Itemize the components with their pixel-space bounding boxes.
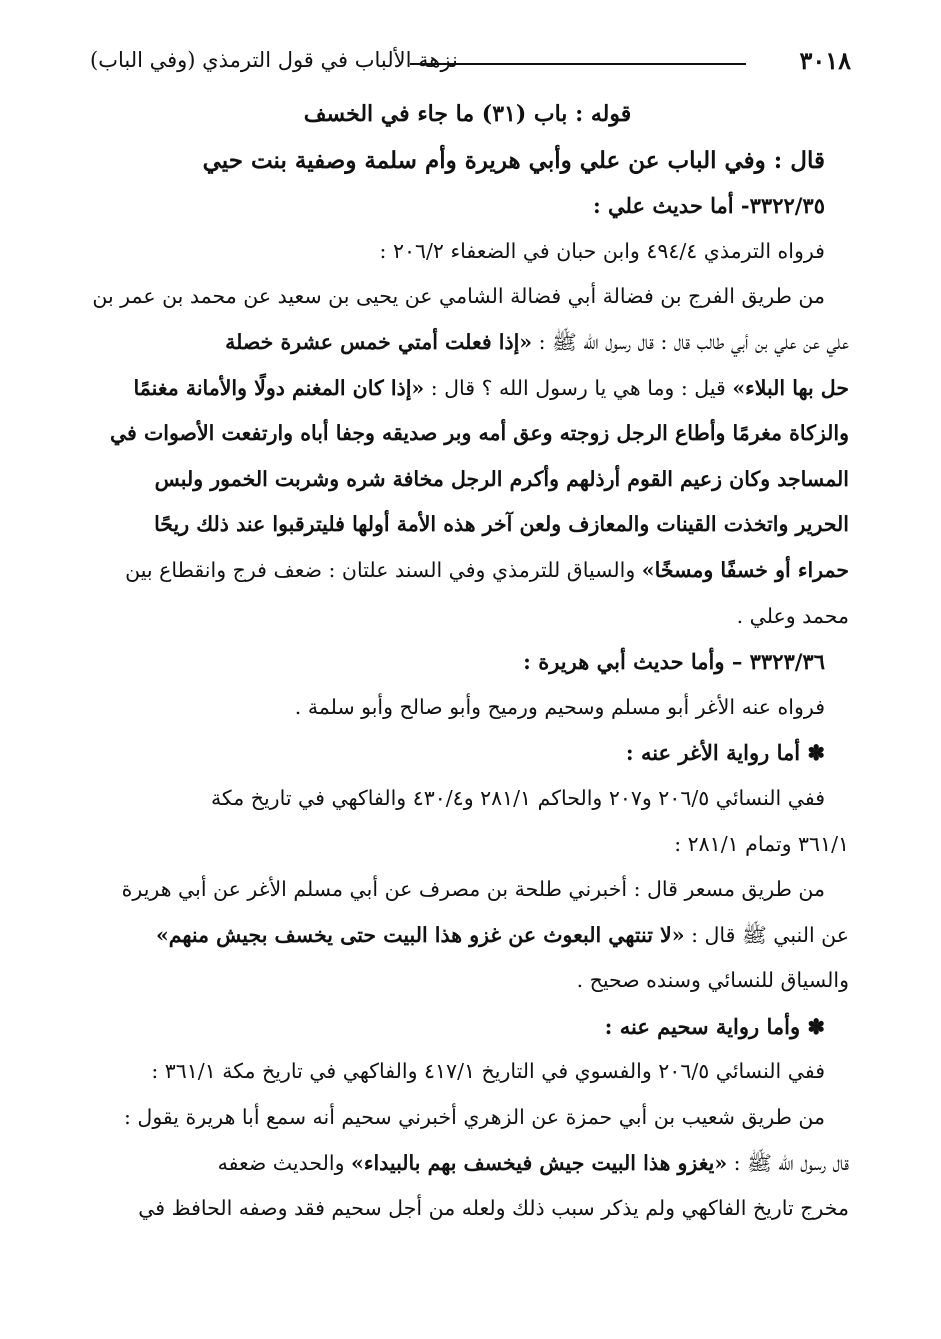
hadith-quote: «إذا فعلت أمتي خمس عشرة خصلة	[225, 329, 533, 354]
paragraph-line	[86, 548, 849, 594]
hadith-1-title: ٣٣٢٢/٣٥- أما حديث علي :	[592, 193, 825, 219]
paragraph-line: والسياق للنسائي وسنده صحيح .	[576, 968, 849, 993]
chapter-heading: قوله : باب (٣١) ما جاء في الخسف	[303, 101, 632, 127]
paragraph-line	[86, 1141, 849, 1187]
subsection-title: ✽ أما رواية الأغر عنه :	[625, 740, 825, 766]
hadith-quote: «يغزو هذا البيت جيش فيخسف بهم بالبيداء»	[351, 1150, 728, 1175]
text-run: والسياق للترمذي وفي السند علتان : ضعف فرج وانقطاع بين	[125, 557, 642, 582]
text-run: قيل : وما هي يا رسول الله ؟ قال :	[424, 375, 733, 400]
paragraph-line: من طريق مسعر قال : أخبرني طلحة بن مصرف عن أبي مسلم الأغر عن أبي هريرة	[121, 877, 825, 902]
hadith-quote: «لا تنتهي البعوث عن غزو هذا البيت حتى يخسف بجيش منهم»	[155, 922, 685, 947]
qala-line: قال : وفي الباب عن علي وأبي هريرة وأم سلمة وصفية بنت حيي	[202, 146, 825, 174]
paragraph-line	[86, 366, 849, 412]
running-title: نزهة الألباب في قول الترمذي (وفي الباب)	[90, 48, 458, 72]
paragraph-line: مخرج تاريخ الفاكهي ولم يذكر سبب ذلك ولعله من أجل سحيم فقد وصفه الحافظ في	[138, 1196, 849, 1221]
hadith-quote: حمراء أو خسفًا ومسخًا»	[641, 557, 849, 582]
text-run: والحديث ضعفه	[217, 1150, 351, 1175]
hadith-quote: «إذا كان المغنم دولًا والأمانة مغنمًا	[133, 375, 425, 400]
paragraph-line	[86, 913, 849, 959]
header-rule	[410, 63, 746, 65]
hadith-1-source: فرواه الترمذي ٤٩٤/٤ وابن حبان في الضعفاء ٢٠٦/٢ :	[379, 238, 825, 263]
paragraph-line: محمد وعلي .	[736, 603, 849, 628]
paragraph-line: من طريق شعيب بن أبي حمزة عن الزهري أخبرني سحيم أنه سمع أبا هريرة يقول :	[124, 1105, 825, 1130]
paragraph-line: ٣٦١/١ وتمام ٢٨١/١ :	[674, 831, 849, 856]
page-number: ٣٠١٨	[799, 46, 851, 75]
paragraph-line: المساجد وكان زعيم القوم أرذلهم وأكرم الرجل مخافة شره وشربت الخمور ولبس	[154, 466, 849, 491]
text-run: علي عن علي بن أبي طالب قال : قال رسول الله ﷺ :	[532, 329, 849, 354]
page-header	[80, 44, 851, 84]
paragraph-line	[86, 320, 849, 366]
paragraph-line: ففي النسائي ٢٠٦/٥ والفسوي في التاريخ ٤١٧/١ والفاكهي في تاريخ مكة ٣٦١/١ :	[151, 1059, 825, 1084]
paragraph-line: من طريق الفرج بن فضالة أبي فضالة الشامي عن يحيى بن سعيد عن محمد بن عمر بن	[92, 284, 825, 309]
hadith-2-source: فرواه عنه الأغر أبو مسلم وسحيم ورميح وأبو صالح وأبو سلمة .	[294, 694, 825, 719]
text-run: عن النبي ﷺ قال :	[684, 922, 849, 947]
paragraph-line: ففي النسائي ٢٠٦/٥ و٢٠٧ والحاكم ٢٨١/١ و٤٣٠/٤ والفاكهي في تاريخ مكة	[210, 785, 825, 810]
text-run: قال رسول الله ﷺ :	[727, 1150, 849, 1175]
hadith-quote: حل بها البلاء»	[732, 375, 849, 400]
paragraph-line: الحرير واتخذت القينات والمعازف ولعن آخر هذه الأمة أولها فليترقبوا عند ذلك ريحًا	[154, 512, 849, 537]
hadith-2-title: ٣٣٢٣/٣٦ – وأما حديث أبي هريرة :	[523, 649, 825, 675]
page-body	[86, 92, 849, 1232]
subsection-title: ✽ وأما رواية سحيم عنه :	[604, 1013, 825, 1039]
paragraph-line: والزكاة مغرمًا وأطاع الرجل زوجته وعق أمه وبر صديقه وجفا أباه وارتفعت الأصوات في	[109, 421, 849, 446]
